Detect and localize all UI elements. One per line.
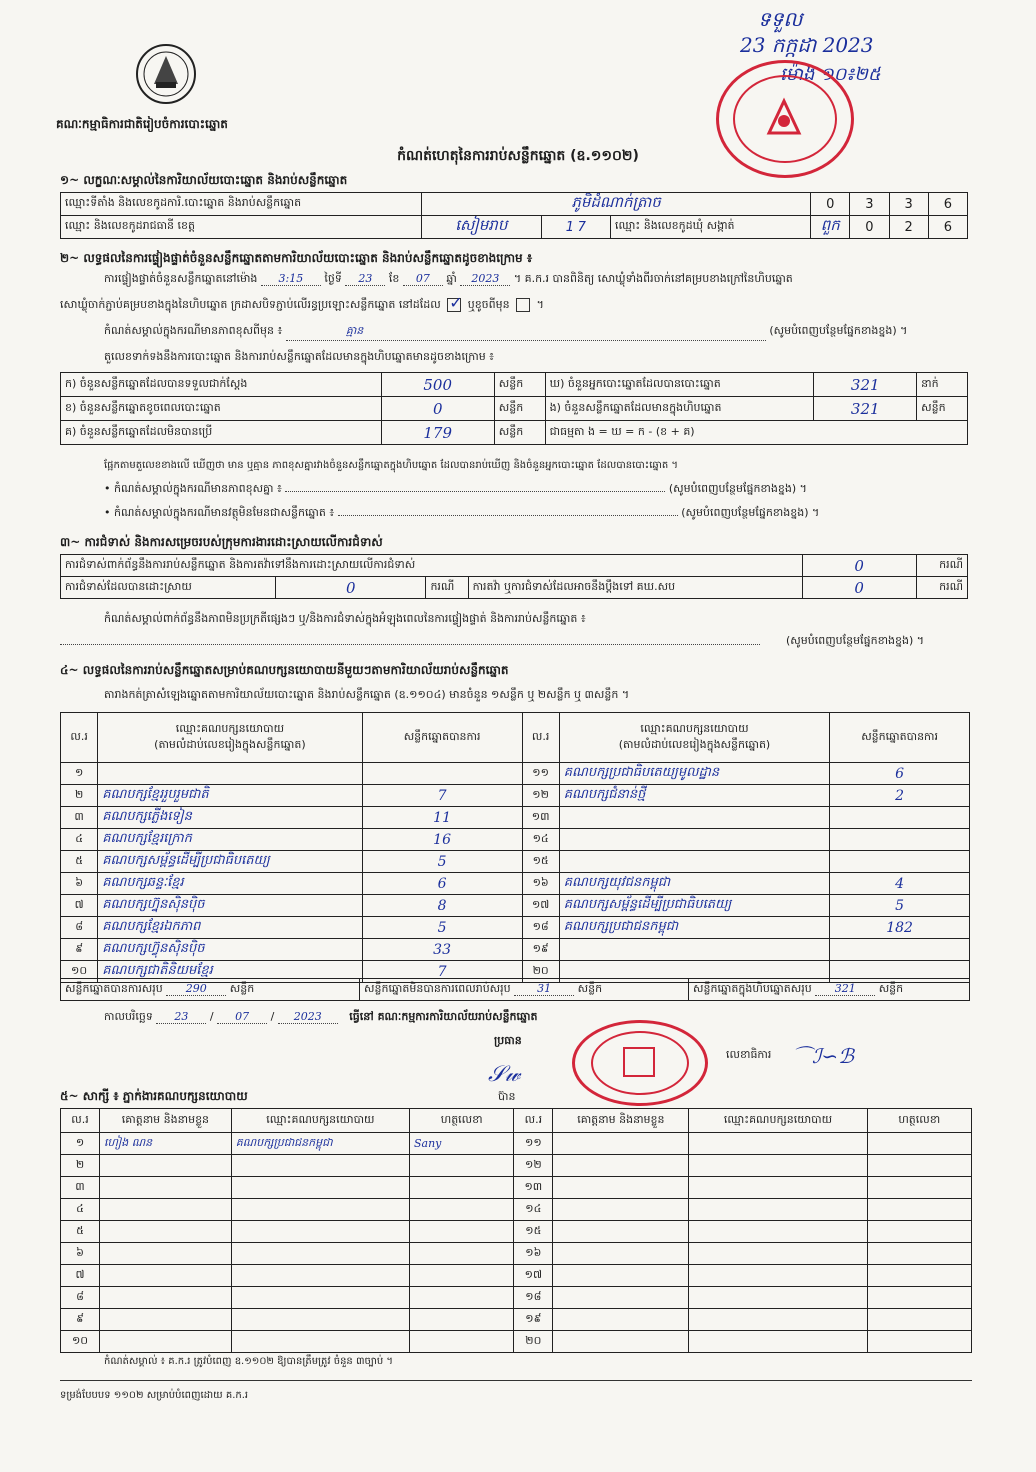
row-number: ១៧ bbox=[522, 895, 559, 917]
row-number: ១១ bbox=[514, 1133, 553, 1155]
vote-count: 4 bbox=[830, 873, 970, 895]
spoiled-ballots-label: ខ) ចំនួនសន្លឹកឆ្នោតខូចពេលបោះឆ្នោត bbox=[61, 397, 382, 421]
complaints-label: ការជំទាស់ពាក់ព័ន្ធនឹងការរាប់សន្លឹកឆ្នោត និងការតវ៉ាទៅនឹងការដោះស្រាយលើការជំទាស់ bbox=[61, 555, 803, 577]
col-party-header: ឈ្មោះគណបក្សនយោបាយ bbox=[231, 1109, 409, 1133]
results-table bbox=[60, 712, 970, 983]
party-name: គណបក្សឆន្ទៈខ្មែរ bbox=[98, 873, 362, 895]
row-number: ១៣ bbox=[522, 807, 559, 829]
chair-sign-name: ប៊ាន bbox=[498, 1090, 516, 1103]
witness-signature bbox=[409, 1155, 513, 1177]
witness-signature bbox=[409, 1199, 513, 1221]
row-number: ១ bbox=[61, 763, 98, 785]
fill-hint: (សូមបំពេញបន្ថែមផ្នែកខាងខ្នង) ។ bbox=[668, 482, 807, 495]
vote-count bbox=[830, 851, 970, 873]
vote-count: 7 bbox=[362, 785, 522, 807]
party-name: គណបក្សជាតិនិយមខ្មែរ bbox=[98, 961, 362, 983]
day-label: ថ្ងៃទី bbox=[324, 272, 342, 285]
col-party-subtitle: (តាមលំដាប់លេខរៀងក្នុងសន្លឹកឆ្នោត) bbox=[154, 737, 306, 751]
unit-label: សន្លឹក bbox=[577, 981, 603, 995]
official-seal-icon bbox=[572, 1020, 708, 1106]
witness-signature bbox=[409, 1265, 513, 1287]
row-number: ៦ bbox=[61, 1243, 100, 1265]
broken-option-label: ឬខូចពីមុន bbox=[467, 298, 510, 311]
signing-body: ធ្វើនៅ គណៈកម្មការការិយាល័យរាប់សន្លឹកឆ្នោត bbox=[349, 1010, 538, 1023]
row-number: ១៨ bbox=[514, 1287, 553, 1309]
province-value: សៀមរាប bbox=[421, 216, 541, 239]
section5-title: ៥~ សាក្សី ៖ ភ្នាក់ងារគណបក្សនយោបាយ bbox=[60, 1089, 248, 1103]
col-party-title: ឈ្មោះគណបក្សនយោបាយ bbox=[175, 721, 285, 735]
fill-hint: (សូមបំពេញបន្ថែមផ្នែកខាងខ្នង) ។ bbox=[769, 324, 908, 337]
witness-signature bbox=[867, 1221, 971, 1243]
irregularity-note: កំណត់សម្គាល់ពាក់ព័ន្ធនឹងភាពមិនប្រក្រតីផ្សេងៗ ឬ/និងការជំទាស់ក្នុងអំឡុងពេលនៃការផ្ទៀងផ្ទាត់ និងការរាប់សន្លឹកឆ្នោត ៖ bbox=[104, 612, 586, 625]
witness-name bbox=[100, 1331, 232, 1353]
section4-subtitle: តារាងកត់ត្រាសំឡេងឆ្នោតតាមការិយាល័យបោះឆ្នោត និងរាប់សន្លឹកឆ្នោត (ឧ.១១០៤) មានចំនួន ១សន្លឹក ឬ ២សន្លឹក ឬ ៣សន្លឹក ។ bbox=[104, 688, 630, 701]
witness-party bbox=[231, 1309, 409, 1331]
row-number: ១២ bbox=[522, 785, 559, 807]
table-row bbox=[61, 829, 970, 851]
vote-count bbox=[830, 939, 970, 961]
party-name: គណបក្សខ្មែរក្រោក bbox=[98, 829, 362, 851]
witness-signature: Sany bbox=[409, 1133, 513, 1155]
seal-check-line: សោឃ្លុំចាក់ភ្ជាប់គម្របខាងក្នុងនៃហិបឆ្នោត ក្រដាសបិទភ្ជាប់លើរន្ធប្រឡោះសន្លឹកឆ្នោត នៅដដែល ✓ ឬខូចពីមុន ។ bbox=[60, 293, 544, 312]
witness-name bbox=[553, 1331, 689, 1353]
row-number: ៨ bbox=[61, 1287, 100, 1309]
received-time: ម៉ោង ១០៖២៥ bbox=[780, 64, 881, 85]
col-votes-header: សន្លឹកឆ្នោតបានការ bbox=[362, 713, 522, 763]
table-row bbox=[61, 917, 970, 939]
witness-party: គណបក្សប្រជាជនកម្ពុជា bbox=[231, 1133, 409, 1155]
location-label: ឈ្មោះទីតាំង និងលេខកូដការិ.បោះឆ្នោត និងរាប់សន្លឹកឆ្នោត bbox=[61, 193, 422, 216]
row-number: ៩ bbox=[61, 939, 98, 961]
unit-label: សន្លឹក bbox=[229, 981, 255, 995]
witness-party bbox=[689, 1177, 867, 1199]
difference-note-line bbox=[104, 324, 974, 341]
fill-hint: (សូមបំពេញបន្ថែមផ្នែកខាងខ្នង) ។ bbox=[681, 506, 820, 519]
witness-name bbox=[553, 1309, 689, 1331]
table-row bbox=[61, 1287, 972, 1309]
witness-name bbox=[553, 1177, 689, 1199]
table-row bbox=[61, 1331, 972, 1353]
date-month: 07 bbox=[217, 1010, 267, 1024]
vote-count bbox=[362, 763, 522, 785]
vote-count bbox=[830, 829, 970, 851]
witness-name: ហៀង ណន bbox=[100, 1133, 232, 1155]
vote-count: 6 bbox=[362, 873, 522, 895]
table-row bbox=[61, 1309, 972, 1331]
witness-party bbox=[689, 1243, 867, 1265]
row-number: ២០ bbox=[522, 961, 559, 983]
col-party-title: ឈ្មោះគណបក្សនយោបាយ bbox=[640, 721, 749, 735]
table-row bbox=[61, 1133, 972, 1155]
total-box-cell bbox=[689, 979, 970, 1001]
vote-count: 16 bbox=[362, 829, 522, 851]
table-row bbox=[61, 1177, 972, 1199]
organization-name: គណៈកម្មាធិការជាតិរៀបចំការបោះឆ្នោត bbox=[56, 117, 228, 131]
chair-signature: 𝒮𝓌 bbox=[488, 1062, 521, 1087]
row-number: ២ bbox=[61, 1155, 100, 1177]
row-number: ១ bbox=[61, 1133, 100, 1155]
row-number: ១៥ bbox=[514, 1221, 553, 1243]
section3-title: ៣~ ការជំទាស់ និងការសម្រេចរបស់ក្រុមការងារដោះស្រាយលើការជំទាស់ bbox=[60, 535, 383, 549]
section2-title: ២~ លទ្ធផលនៃការផ្ទៀងផ្ទាត់ចំនួនសន្លឹកឆ្នោតតាមការិយាល័យបោះឆ្នោត និងរាប់សន្លឹកឆ្នោតដូចខាងក្រោម ៖ bbox=[60, 251, 533, 265]
row-number: ១១ bbox=[522, 763, 559, 785]
difference-note-value: គ្មាន bbox=[286, 324, 766, 341]
unit-label: សន្លឹក bbox=[494, 373, 545, 397]
row-number: ៣ bbox=[61, 1177, 100, 1199]
witness-party bbox=[231, 1265, 409, 1287]
witness-party bbox=[689, 1287, 867, 1309]
party-name bbox=[559, 829, 829, 851]
witness-name bbox=[553, 1265, 689, 1287]
verification-time: 3:15 bbox=[261, 272, 321, 286]
vote-count: 5 bbox=[362, 917, 522, 939]
total-valid-value: 290 bbox=[166, 982, 226, 996]
table-intro: តួលេខទាក់ទងនឹងការបោះឆ្នោត និងការរាប់សន្លឹកឆ្នោតដែលមានក្នុងហិបឆ្នោតមានដូចខាងក្រោម ៖ bbox=[104, 350, 495, 363]
party-name: គណបក្សយុវជនកម្ពុជា bbox=[559, 873, 829, 895]
row-number: ១៣ bbox=[514, 1177, 553, 1199]
row-number: ១៨ bbox=[522, 917, 559, 939]
witness-name bbox=[553, 1221, 689, 1243]
chair-label: ប្រធាន bbox=[494, 1034, 522, 1047]
broken-checkbox[interactable] bbox=[516, 298, 530, 312]
witness-signature bbox=[867, 1155, 971, 1177]
table-row bbox=[61, 1221, 972, 1243]
location-value: ភូមិដំណាក់ត្រាច bbox=[421, 193, 810, 216]
box-ballots-label: ង) ចំនួនសន្លឹកឆ្នោតដែលមានក្នុងហិបឆ្នោត bbox=[545, 397, 814, 421]
witness-party bbox=[689, 1309, 867, 1331]
witness-signature bbox=[409, 1221, 513, 1243]
witness-signature bbox=[409, 1177, 513, 1199]
total-valid-cell bbox=[61, 979, 360, 1001]
unit-label: សន្លឹក bbox=[494, 397, 545, 421]
vote-count: 33 bbox=[362, 939, 522, 961]
location-code-digit: 6 bbox=[928, 193, 967, 216]
witness-party bbox=[231, 1287, 409, 1309]
spoiled-ballots-value: 0 bbox=[381, 397, 494, 421]
bullet-difference: • កំណត់សម្គាល់ក្នុងករណីមានភាពខុសគ្នា ៖ (សូមបំពេញបន្ថែមផ្នែកខាងខ្នង) ។ bbox=[104, 482, 807, 495]
complaints-table bbox=[60, 554, 968, 599]
col-no-header: ល.រ bbox=[514, 1109, 553, 1133]
witness-signature bbox=[867, 1287, 971, 1309]
voters-label: ឃ) ចំនួនអ្នកបោះឆ្នោតដែលបានបោះឆ្នោត bbox=[545, 373, 814, 397]
unused-ballots-value: 179 bbox=[381, 421, 494, 445]
unit-label: សន្លឹក bbox=[878, 981, 904, 995]
form-footer: ទម្រង់បែបបទ ១១០២ សម្រាប់បំពេញដោយ គ.ក.រ bbox=[60, 1390, 249, 1401]
witness-signature bbox=[867, 1309, 971, 1331]
section1-table bbox=[60, 192, 968, 239]
col-votes-header: សន្លឹកឆ្នោតបានការ bbox=[830, 713, 970, 763]
witness-name bbox=[553, 1155, 689, 1177]
witness-name bbox=[553, 1243, 689, 1265]
row-number: ១៤ bbox=[514, 1199, 553, 1221]
row-number: ៦ bbox=[61, 873, 98, 895]
table-row bbox=[61, 851, 970, 873]
party-name bbox=[559, 807, 829, 829]
witness-party bbox=[689, 1265, 867, 1287]
row-number: ១៦ bbox=[522, 873, 559, 895]
appeal-value: 0 bbox=[802, 577, 916, 599]
location-code-digit: 0 bbox=[811, 193, 850, 216]
witness-signature bbox=[867, 1331, 971, 1353]
unit-label: សន្លឹក bbox=[494, 421, 545, 445]
unit-label: សន្លឹក bbox=[917, 397, 968, 421]
party-name: គណបក្សប្រជាធិបតេយ្យមូលដ្ឋាន bbox=[559, 763, 829, 785]
party-name: គណបក្សសម្ព័ន្ធដើម្បីប្រជាធិបតេយ្យ bbox=[559, 895, 829, 917]
year-label: ឆ្នាំ bbox=[446, 272, 457, 285]
table-row bbox=[61, 1199, 972, 1221]
witness-party bbox=[689, 1221, 867, 1243]
col-no-header: ល.រ bbox=[522, 713, 559, 763]
row-number: ៧ bbox=[61, 1265, 100, 1287]
witness-party bbox=[689, 1133, 867, 1155]
fill-hint: (សូមបំពេញបន្ថែមផ្នែកខាងខ្នង) ។ bbox=[786, 634, 925, 647]
totals-table bbox=[60, 978, 970, 1001]
verification-line bbox=[104, 272, 793, 288]
witness-signature bbox=[867, 1265, 971, 1287]
row-number: ១០ bbox=[61, 961, 98, 983]
location-code-digit: 3 bbox=[889, 193, 928, 216]
date-day: 23 bbox=[156, 1010, 206, 1024]
witness-name bbox=[100, 1177, 232, 1199]
location-code-digit: 3 bbox=[850, 193, 889, 216]
party-name: គណបក្សភ្លើងទៀន bbox=[98, 807, 362, 829]
table-row bbox=[61, 895, 970, 917]
commune-code-digit: 0 bbox=[850, 216, 889, 239]
verification-day: 23 bbox=[345, 272, 385, 286]
row-number: ១៦ bbox=[514, 1243, 553, 1265]
col-no-header: ល.រ bbox=[61, 713, 98, 763]
witness-party bbox=[231, 1199, 409, 1221]
witness-party bbox=[689, 1199, 867, 1221]
province-label: ឈ្មោះ និងលេខកូដរាជធានី ខេត្ត bbox=[61, 216, 422, 239]
col-party-header bbox=[559, 713, 829, 763]
seal-center-icon bbox=[623, 1047, 655, 1077]
witness-signature bbox=[867, 1133, 971, 1155]
table-row bbox=[61, 873, 970, 895]
vote-count: 7 bbox=[362, 961, 522, 983]
witness-signature bbox=[867, 1177, 971, 1199]
witness-name bbox=[553, 1133, 689, 1155]
row-number: ៩ bbox=[61, 1309, 100, 1331]
cases-label: ករណី bbox=[916, 555, 967, 577]
resolved-label: ការជំទាស់ដែលបានដោះស្រាយ bbox=[61, 577, 276, 599]
witness-party bbox=[231, 1155, 409, 1177]
vote-count: 5 bbox=[830, 895, 970, 917]
section1-title: ១~ លក្ខណៈសម្គាល់នៃការិយាល័យបោះឆ្នោត និងរាប់សន្លឹកឆ្នោត bbox=[60, 173, 348, 187]
table-row bbox=[61, 1243, 972, 1265]
witness-name bbox=[100, 1287, 232, 1309]
party-name bbox=[559, 939, 829, 961]
total-invalid-label: សន្លឹកឆ្នោតមិនបានការពេលរាប់សរុប bbox=[364, 981, 511, 995]
row-number: ១៤ bbox=[522, 829, 559, 851]
formula: ជាធម្មតា ង = ឃ = ក - (ខ + គ) bbox=[545, 421, 967, 445]
witness-name bbox=[100, 1221, 232, 1243]
month-label: ខែ bbox=[388, 272, 400, 285]
vote-count: 11 bbox=[362, 807, 522, 829]
row-number: ៤ bbox=[61, 829, 98, 851]
witness-party bbox=[689, 1331, 867, 1353]
verification-text-b: ។ គ.ក.រ បានពិនិត្យ សោឃ្លុំទាំងពីរចាក់នៅគម្របខាងក្រៅនៃហិបឆ្នោត bbox=[513, 272, 793, 285]
witness-name bbox=[553, 1199, 689, 1221]
discrepancy-check-line: ផ្អែកតាមតួលេខខាងលើ ឃើញថា មាន ឬគ្មាន ភាពខុសគ្នារវាងចំនួនសន្លឹកឆ្នោតក្នុងហិបឆ្នោត ដែលបានរាប់ឃើញ និងចំនួនអ្នកបោះឆ្នោត ដែលបានបោះឆ្នោត ។ bbox=[104, 460, 679, 471]
table-row bbox=[61, 807, 970, 829]
received-ballots-value: 500 bbox=[381, 373, 494, 397]
vote-count: 5 bbox=[362, 851, 522, 873]
ballot-count-table bbox=[60, 372, 968, 445]
witness-signature bbox=[409, 1243, 513, 1265]
total-invalid-cell bbox=[360, 979, 689, 1001]
vote-count: 2 bbox=[830, 785, 970, 807]
table-row bbox=[61, 763, 970, 785]
row-number: ១៩ bbox=[514, 1309, 553, 1331]
party-name bbox=[98, 763, 362, 785]
received-date: 23 កក្កដា 2023 bbox=[740, 33, 874, 57]
party-name: គណបក្សហ្វ៊ុនស៊ិនប៉ិច bbox=[98, 895, 362, 917]
footer-divider bbox=[60, 1380, 972, 1381]
date-label: កាលបរិច្ឆេទ bbox=[104, 1010, 153, 1023]
party-name: គណបក្សខ្មែរឯកភាព bbox=[98, 917, 362, 939]
row-number: ៥ bbox=[61, 1221, 100, 1243]
commune-label: ឈ្មោះ និងលេខកូដឃុំ សង្កាត់ bbox=[611, 216, 811, 239]
footnote: កំណត់សម្គាល់ ៖ គ.ក.រ ត្រូវបំពេញ ឧ.១១០២ ឱ្យបានត្រឹមត្រូវ ចំនួន ៣ច្បាប់ ។ bbox=[104, 1356, 393, 1367]
row-number: ៧ bbox=[61, 895, 98, 917]
commune-value: ពួក bbox=[811, 216, 850, 239]
row-number: ៥ bbox=[61, 851, 98, 873]
col-party-header bbox=[98, 713, 362, 763]
voters-value: 321 bbox=[814, 373, 917, 397]
row-number: ១០ bbox=[61, 1331, 100, 1353]
witness-signature bbox=[409, 1287, 513, 1309]
row-number: ២០ bbox=[514, 1331, 553, 1353]
cases-label: ករណី bbox=[426, 577, 468, 599]
col-party-header: ឈ្មោះគណបក្សនយោបាយ bbox=[689, 1109, 867, 1133]
total-invalid-value: 31 bbox=[514, 982, 574, 996]
party-name: គណបក្សជំនាន់ថ្មី bbox=[559, 785, 829, 807]
witness-name bbox=[100, 1243, 232, 1265]
witness-party bbox=[231, 1243, 409, 1265]
date-line: កាលបរិច្ឆេទ 23 / 07 / 2023 ធ្វើនៅ គណៈកម្មការការិយាល័យរាប់សន្លឹកឆ្នោត bbox=[104, 1010, 538, 1023]
party-name: គណបក្សសម្ព័ន្ធដើម្បីប្រជាធិបតេយ្យ bbox=[98, 851, 362, 873]
total-box-value: 321 bbox=[815, 982, 875, 996]
appeal-label: ការតវ៉ា ឬការជំទាស់ដែលអាចនឹងប្ដឹងទៅ គឃ.សប bbox=[468, 577, 802, 599]
table-row bbox=[61, 785, 970, 807]
row-number: ៣ bbox=[61, 807, 98, 829]
cases-label: ករណី bbox=[916, 577, 967, 599]
commune-code-digit: 6 bbox=[928, 216, 967, 239]
party-name bbox=[559, 851, 829, 873]
witness-name bbox=[553, 1287, 689, 1309]
date-year: 2023 bbox=[278, 1010, 338, 1024]
witness-table bbox=[60, 1108, 972, 1353]
difference-note-label: កំណត់សម្គាល់ក្នុងករណីមានភាពខុសពីមុន ៖ bbox=[104, 324, 283, 337]
received-label: ទទួល bbox=[758, 7, 803, 31]
vote-count bbox=[830, 807, 970, 829]
box-ballots-value: 321 bbox=[814, 397, 917, 421]
row-number: ១៥ bbox=[522, 851, 559, 873]
seal-check-text: សោឃ្លុំចាក់ភ្ជាប់គម្របខាងក្នុងនៃហិបឆ្នោត ក្រដាសបិទភ្ជាប់លើរន្ធប្រឡោះសន្លឹកឆ្នោត នៅដដែល bbox=[60, 298, 441, 311]
row-number: ១២ bbox=[514, 1155, 553, 1177]
party-name: គណបក្សហ៊្វុនស៊ិនប៉ិច bbox=[98, 939, 362, 961]
witness-name bbox=[100, 1265, 232, 1287]
row-number: ៤ bbox=[61, 1199, 100, 1221]
note-dotted-line bbox=[60, 644, 760, 645]
nec-emblem-icon bbox=[134, 42, 198, 106]
table-row bbox=[61, 939, 970, 961]
col-name-header: គោត្តនាម និងនាមខ្លួន bbox=[553, 1109, 689, 1133]
province-code-digit: 7 bbox=[577, 219, 586, 235]
unit-label: នាក់ bbox=[917, 373, 968, 397]
bullet-foreign-label: កំណត់សម្គាល់ក្នុងករណីមានវត្ថុមិនមែនជាសន្លឹកឆ្នោត ៖ bbox=[114, 506, 335, 519]
verification-text: ការផ្ទៀងផ្ទាត់ចំនួនសន្លឹកឆ្នោតនៅម៉ោង bbox=[104, 272, 258, 285]
col-no-header: ល.រ bbox=[61, 1109, 100, 1133]
commune-code-digit: 2 bbox=[889, 216, 928, 239]
total-box-label: សន្លឹកឆ្នោតក្នុងហិបឆ្នោតសរុប bbox=[693, 981, 812, 995]
row-number: ១៩ bbox=[522, 939, 559, 961]
table-row bbox=[61, 1155, 972, 1177]
row-number: ១៧ bbox=[514, 1265, 553, 1287]
vote-count: 6 bbox=[830, 763, 970, 785]
form-title: កំណត់ហេតុនៃការរាប់សន្លឹកឆ្នោត (ឧ.១១០២) bbox=[397, 148, 639, 164]
verification-year: 2023 bbox=[460, 272, 510, 286]
secretary-label: លេខាធិការ bbox=[726, 1048, 772, 1061]
party-name: គណបក្សប្រជាជនកម្ពុជា bbox=[559, 917, 829, 939]
col-sign-header: ហត្ថលេខា bbox=[409, 1109, 513, 1133]
table-row bbox=[61, 1265, 972, 1287]
col-name-header: គោត្តនាម និងនាមខ្លួន bbox=[100, 1109, 232, 1133]
witness-name bbox=[100, 1155, 232, 1177]
complaints-value: 0 bbox=[802, 555, 916, 577]
witness-party bbox=[231, 1177, 409, 1199]
col-sign-header: ហត្ថលេខា bbox=[867, 1109, 971, 1133]
received-ballots-label: ក) ចំនួនសន្លឹកឆ្នោតដែលបានទទួលជាក់ស្ដែង bbox=[61, 373, 382, 397]
witness-party bbox=[231, 1331, 409, 1353]
vote-count: 182 bbox=[830, 917, 970, 939]
verification-month: 07 bbox=[403, 272, 443, 286]
witness-party bbox=[689, 1155, 867, 1177]
section4-title: ៤~ លទ្ធផលនៃការរាប់សន្លឹកឆ្នោតសម្រាប់គណបក្សនយោបាយនីមួយៗតាមការិយាល័យរាប់សន្លឹកឆ្នោត bbox=[60, 663, 509, 677]
row-number: ២ bbox=[61, 785, 98, 807]
party-name: គណបក្សខ្មែររួបរួមជាតិ bbox=[98, 785, 362, 807]
vote-count: 8 bbox=[362, 895, 522, 917]
bullet-difference-label: កំណត់សម្គាល់ក្នុងករណីមានភាពខុសគ្នា ៖ bbox=[114, 482, 282, 495]
bullet-foreign-object: • កំណត់សម្គាល់ក្នុងករណីមានវត្ថុមិនមែនជាសន្លឹកឆ្នោត ៖ (សូមបំពេញបន្ថែមផ្នែកខាងខ្នង) ។ bbox=[104, 506, 820, 519]
col-party-subtitle: (តាមលំដាប់លេខរៀងក្នុងសន្លឹកឆ្នោត) bbox=[618, 737, 771, 751]
witness-signature bbox=[409, 1309, 513, 1331]
intact-checkbox[interactable]: ✓ bbox=[449, 293, 463, 312]
witness-name bbox=[100, 1199, 232, 1221]
witness-signature bbox=[867, 1243, 971, 1265]
witness-party bbox=[231, 1221, 409, 1243]
total-valid-label: សន្លឹកឆ្នោតបានការសរុប bbox=[65, 981, 163, 995]
resolved-value: 0 bbox=[276, 577, 426, 599]
witness-name bbox=[100, 1309, 232, 1331]
unused-ballots-label: គ) ចំនួនសន្លឹកឆ្នោតដែលមិនបានប្រើ bbox=[61, 421, 382, 445]
row-number: ៨ bbox=[61, 917, 98, 939]
witness-signature bbox=[867, 1199, 971, 1221]
witness-signature bbox=[409, 1331, 513, 1353]
secretary-signature: ⌒ℐ∽ℬ bbox=[792, 1044, 854, 1068]
province-code-digit: 1 bbox=[565, 219, 575, 235]
